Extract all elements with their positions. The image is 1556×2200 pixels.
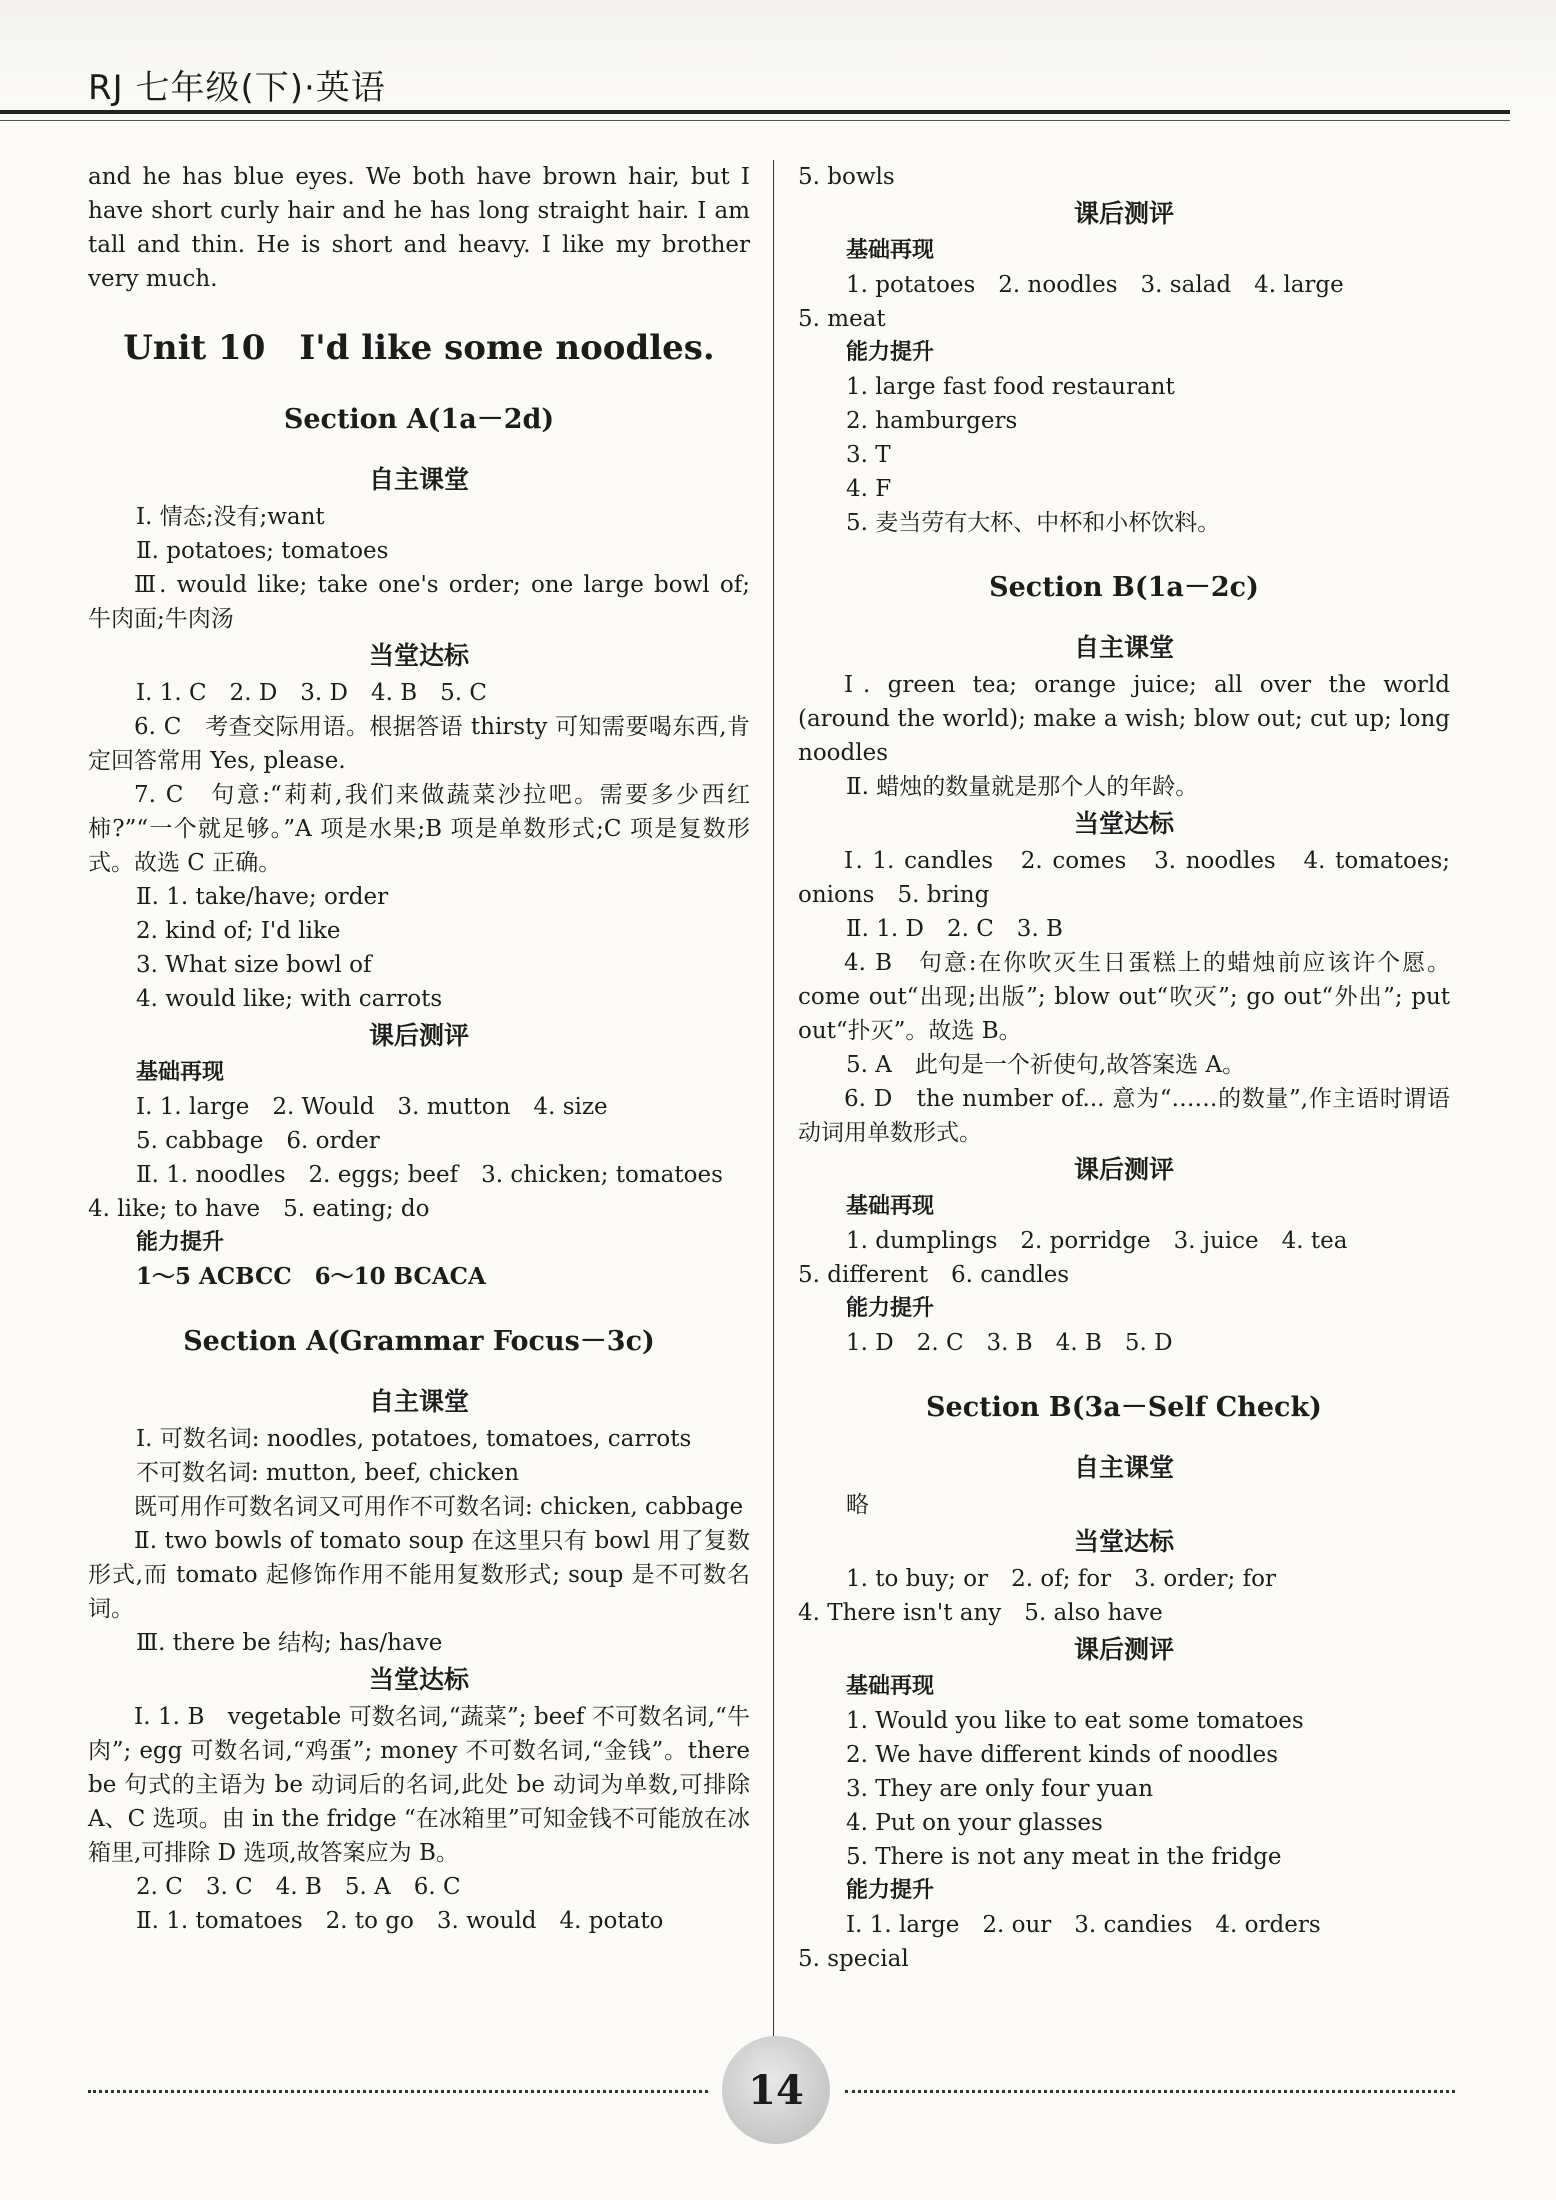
answer-line: 4. like; to have 5. eating; do: [88, 1196, 430, 1222]
answer-line: 4. F: [846, 476, 892, 502]
page-number: 14: [722, 2036, 830, 2144]
intro-paragraph: and he has blue eyes. We both have brown hair, but I have short curly hair and he has long straight hair. I am tall and thin. He is short and heavy. I like my brother very much.: [88, 164, 750, 292]
answer-line: Ⅱ. two bowls of tomato soup 在这里只有 bowl 用了复数形式,而 tomato 起修饰作用不能用复数形式; soup 是不可数名词。: [88, 1528, 750, 1622]
answer-line: Ⅰ. 1. candles 2. comes 3. noodles 4. tomatoes; onions 5. bring: [798, 848, 1450, 908]
answer-line: 5. special: [798, 1946, 909, 1972]
answer-line: 1. large fast food restaurant: [846, 374, 1175, 400]
header-rule-thin: [0, 120, 1510, 121]
heading-kehou: 课后测评: [1073, 199, 1174, 228]
answer-line: 2. hamburgers: [846, 408, 1018, 434]
heading-zizhu: 自主课堂: [368, 1387, 469, 1416]
unit-title: Unit 10 I'd like some noodles.: [123, 328, 715, 368]
answer-line: 6. D the number of... 意为“……的数量”,作主语时谓语动词用单数形式。: [798, 1086, 1450, 1146]
heading-zizhu: 自主课堂: [1073, 633, 1174, 662]
answer-line: 5. There is not any meat in the fridge: [846, 1844, 1282, 1870]
heading-zizhu: 自主课堂: [1073, 1453, 1174, 1482]
answer-line: 既可用作可数名词又可用作不可数名词: chicken, cabbage: [134, 1494, 744, 1520]
heading-dangtang: 当堂达标: [368, 1665, 469, 1694]
heading-kehou: 课后测评: [1073, 1635, 1174, 1664]
answer-line: 2. We have different kinds of noodles: [846, 1742, 1279, 1768]
right-column: [798, 160, 1450, 1976]
left-column: [88, 160, 750, 1938]
section-title: Section B(3a－Self Check): [926, 1392, 1322, 1423]
answer-line: 5. meat: [798, 306, 886, 332]
answer-line: Ⅰ. 1. C 2. D 3. D 4. B 5. C: [136, 680, 487, 706]
section-title: Section A(1a－2d): [283, 404, 555, 435]
answer-line: 3. What size bowl of: [136, 952, 372, 978]
answer-line: 1. Would you like to eat some tomatoes: [846, 1708, 1304, 1734]
footer-dotted-rule-left: [88, 2090, 708, 2093]
subheading-jichu: 基础再现: [136, 1060, 225, 1085]
header-rule-thick: [0, 110, 1510, 114]
answer-line: 5. cabbage 6. order: [136, 1128, 380, 1154]
answer-line: Ⅱ. 1. noodles 2. eggs; beef 3. chicken; tomatoes: [136, 1162, 723, 1188]
subheading-jichu: 基础再现: [846, 1674, 935, 1699]
footer-dotted-rule-right: [845, 2090, 1455, 2093]
answer-line: 3. They are only four yuan: [846, 1776, 1154, 1802]
answer-line: 6. C 考查交际用语。根据答语 thirsty 可知需要喝东西,肯定回答常用 Yes, please.: [88, 714, 750, 774]
answer-line: 1～5 ACBCC 6～10 BCACA: [136, 1263, 486, 1290]
header-title: RJ 七年级(下)·英语: [88, 68, 386, 108]
answer-line: Ⅲ. there be 结构; has/have: [136, 1630, 443, 1656]
answer-line: 4. would like; with carrots: [136, 986, 443, 1012]
heading-kehou: 课后测评: [368, 1021, 469, 1050]
answer-line: 5. bowls: [798, 164, 895, 190]
answer-line: 4. There isn't any 5. also have: [798, 1600, 1163, 1626]
answer-line: 2. C 3. C 4. B 5. A 6. C: [136, 1874, 461, 1900]
answer-line: 4. B 句意:在你吹灭生日蛋糕上的蜡烛前应该许个愿。come out“出现;出版”; blow out“吹灭”; go out“外出”; put out“扑灭”。故选 B。: [798, 950, 1450, 1044]
subheading-nengli: 能力提升: [846, 340, 935, 365]
answer-line: Ⅲ. would like; take one's order; one large bowl of; 牛肉面;牛肉汤: [88, 572, 750, 632]
answer-line: 3. T: [846, 442, 891, 468]
answer-line: 5. different 6. candles: [798, 1262, 1070, 1288]
subheading-jichu: 基础再现: [846, 238, 935, 263]
column-divider: [773, 160, 774, 2055]
answer-line: 5. 麦当劳有大杯、中杯和小杯饮料。: [846, 510, 1221, 536]
subheading-nengli: 能力提升: [136, 1230, 225, 1255]
answer-line: Ⅱ. 蜡烛的数量就是那个人的年龄。: [846, 774, 1199, 800]
answer-line: 略: [846, 1492, 869, 1518]
subheading-nengli: 能力提升: [846, 1878, 935, 1903]
answer-line: 2. kind of; I'd like: [136, 918, 341, 944]
answer-line: Ⅰ. 1. large 2. Would 3. mutton 4. size: [136, 1094, 608, 1120]
answer-line: 不可数名词: mutton, beef, chicken: [136, 1460, 520, 1486]
answer-line: 5. A 此句是一个祈使句,故答案选 A。: [846, 1052, 1246, 1078]
section-title: Section B(1a－2c): [989, 572, 1259, 603]
watermark-stamp: [290, 1500, 504, 1590]
heading-dangtang: 当堂达标: [1073, 1527, 1174, 1556]
heading-zizhu: 自主课堂: [368, 465, 469, 494]
answer-line: Ⅰ. 1. large 2. our 3. candies 4. orders: [846, 1912, 1321, 1938]
answer-line: Ⅱ. 1. take/have; order: [136, 884, 389, 910]
answer-line: 1. potatoes 2. noodles 3. salad 4. large: [846, 272, 1344, 298]
heading-dangtang: 当堂达标: [1073, 809, 1174, 838]
heading-dangtang: 当堂达标: [368, 641, 469, 670]
subheading-jichu: 基础再现: [846, 1194, 935, 1219]
answer-line: 1. D 2. C 3. B 4. B 5. D: [846, 1330, 1173, 1356]
answer-line: Ⅱ. 1. tomatoes 2. to go 3. would 4. potato: [136, 1908, 664, 1934]
answer-line: Ⅱ. potatoes; tomatoes: [136, 538, 389, 564]
answer-line: Ⅰ. 可数名词: noodles, potatoes, tomatoes, carrots: [136, 1426, 692, 1452]
page-header: [0, 0, 1556, 130]
answer-line: 4. Put on your glasses: [846, 1810, 1103, 1836]
answer-line: Ⅰ. 1. B vegetable 可数名词,“蔬菜”; beef 不可数名词,“牛肉”; egg 可数名词,“鸡蛋”; money 不可数名词,“金钱”。there be 句式的主语为 be 动词后的名词,此处 be 动词为单数,可排除 A、C 选项。由 in the fridge “在冰箱里”可知金钱不可能放在冰箱里,可排除 D 选项,故答案应为 B。: [88, 1704, 750, 1866]
answer-line: Ⅰ. green tea; orange juice; all over the world (around the world); make a wish; blow out; cut up; long noodles: [798, 672, 1450, 766]
section-title: Section A(Grammar Focus－3c): [183, 1326, 655, 1357]
answer-line: 7. C 句意:“莉莉,我们来做蔬菜沙拉吧。需要多少西红柿?”“一个就足够。”A 项是水果;B 项是单数形式;C 项是复数形式。故选 C 正确。: [88, 782, 750, 876]
subheading-nengli: 能力提升: [846, 1296, 935, 1321]
answer-line: 1. dumplings 2. porridge 3. juice 4. tea: [846, 1228, 1348, 1254]
answer-line: 1. to buy; or 2. of; for 3. order; for: [846, 1566, 1276, 1592]
answer-line: Ⅰ. 情态;没有;want: [136, 504, 325, 530]
answer-line: Ⅱ. 1. D 2. C 3. B: [846, 916, 1063, 942]
heading-kehou: 课后测评: [1073, 1155, 1174, 1184]
